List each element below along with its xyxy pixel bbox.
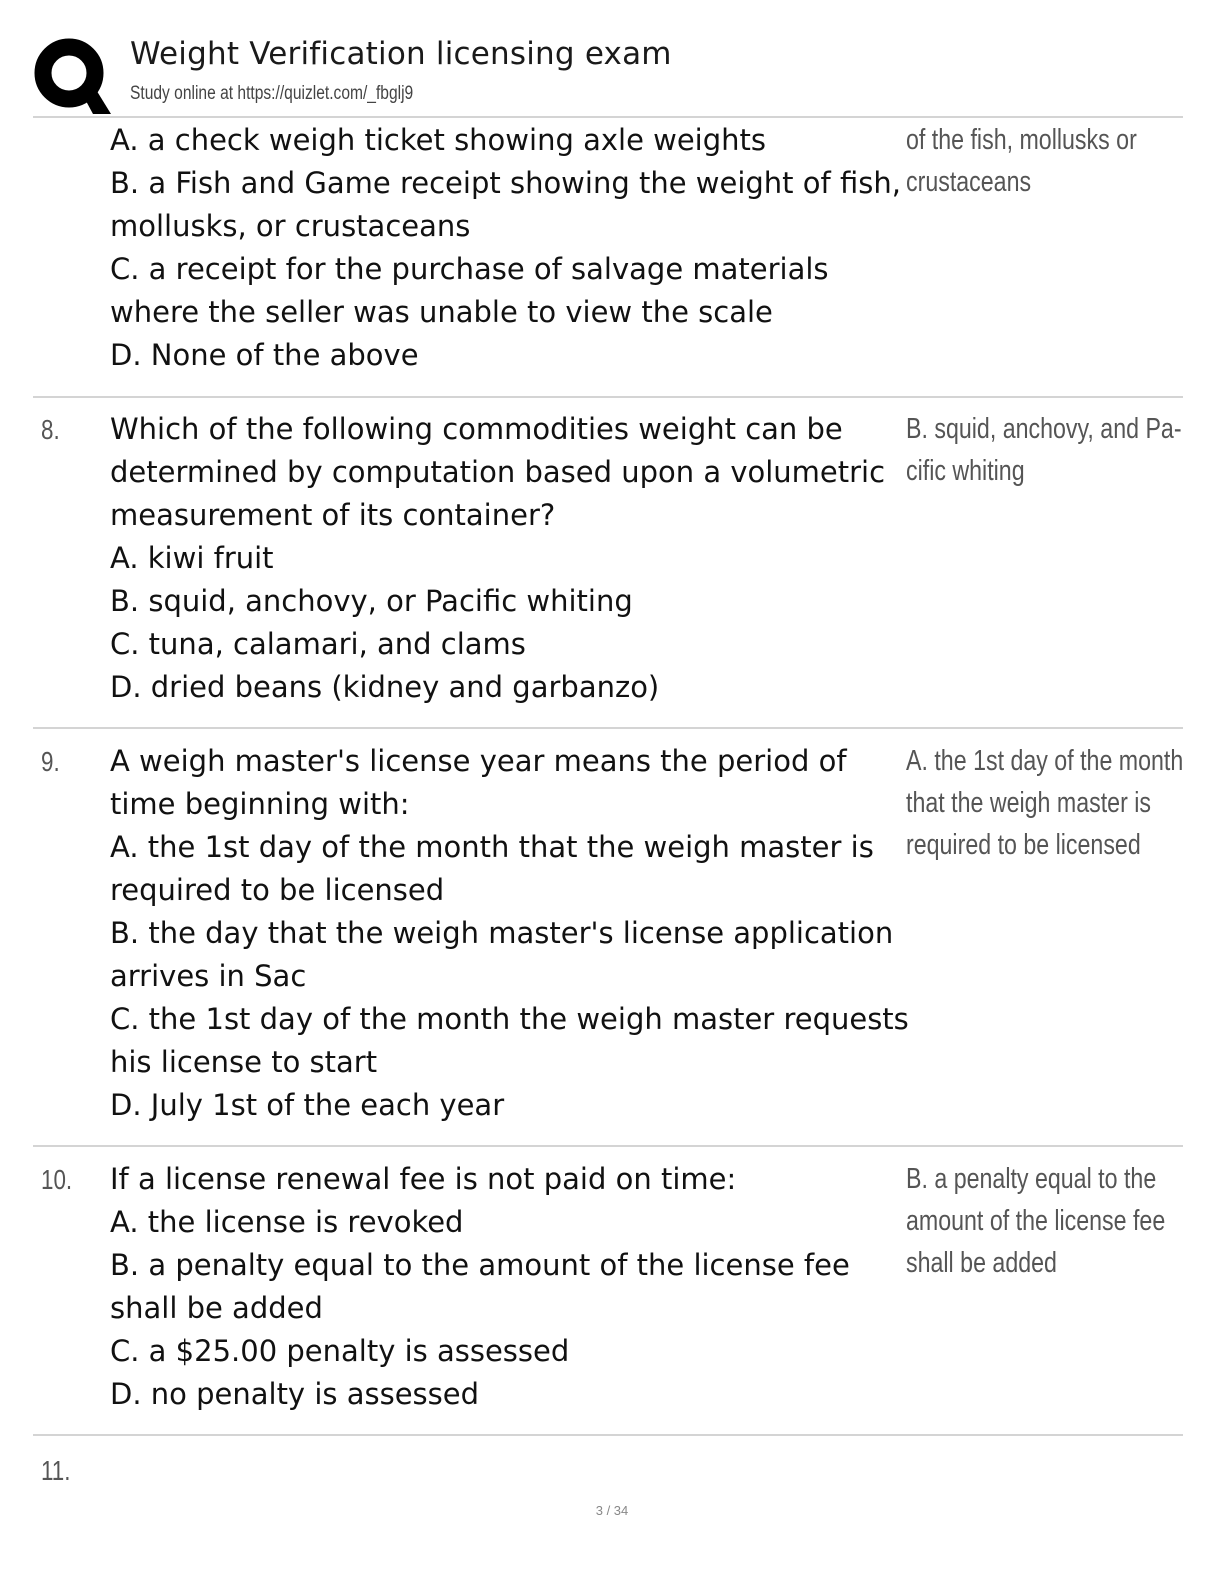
question-text: Which of the following commodities weight can be determined by computation based upon a volumetric measurement of its container? A. kiwi fruit B. squid, anchovy, or Pacific whiting C. tuna, calamari, and clams D. dried beans (kidney and garbanzo) (110, 412, 886, 704)
item-number: 11. (41, 1455, 71, 1486)
item-number: 9. (41, 746, 60, 777)
divider (33, 1434, 1183, 1436)
divider (33, 116, 1183, 118)
divider (33, 1145, 1183, 1147)
question-text: If a license renewal fee is not paid on time: A. the license is revoked B. a penalty equal to the amount of the license fee shall be added C. a $25.00 penalty is assessed D. no penalty is assessed (110, 1162, 850, 1411)
study-link[interactable]: Study online at https://quizlet.com/_fbglj9 (130, 83, 414, 104)
answer-text: B. a penalty equal to the amount of the license fee shall be added (906, 1163, 1166, 1279)
item-number: 10. (41, 1164, 73, 1195)
divider (33, 396, 1183, 398)
item-number: 8. (41, 414, 60, 445)
answer-text: of the fish, mollusks or crustaceans (906, 124, 1137, 198)
answer-text: A. the 1st day of the month that the weigh master is required to be licensed (906, 745, 1184, 861)
page-header (33, 28, 1183, 116)
question-text: A. a check weigh ticket showing axle weights B. a Fish and Game receipt showing the weight of fish, mollusks, or crustaceans C. a receipt for the purchase of salvage materials where the seller was unable to view the scale D. None of the above (110, 123, 901, 372)
page-title: Weight Verification licensing exam (130, 36, 672, 72)
question-text: A weigh master's license year means the period of time beginning with: A. the 1st day of the month that the weigh master is required to be licensed B. the day that the weigh master's license application arrives in Sac C. the 1st day of the month the weigh master requests his license to start D. July 1st of the each year (110, 744, 909, 1122)
quizlet-logo-icon (33, 36, 113, 116)
divider (33, 727, 1183, 729)
page-number: 3 / 34 (595, 1503, 629, 1518)
answer-text: B. squid, anchovy, and Pa- cific whiting (906, 413, 1182, 487)
